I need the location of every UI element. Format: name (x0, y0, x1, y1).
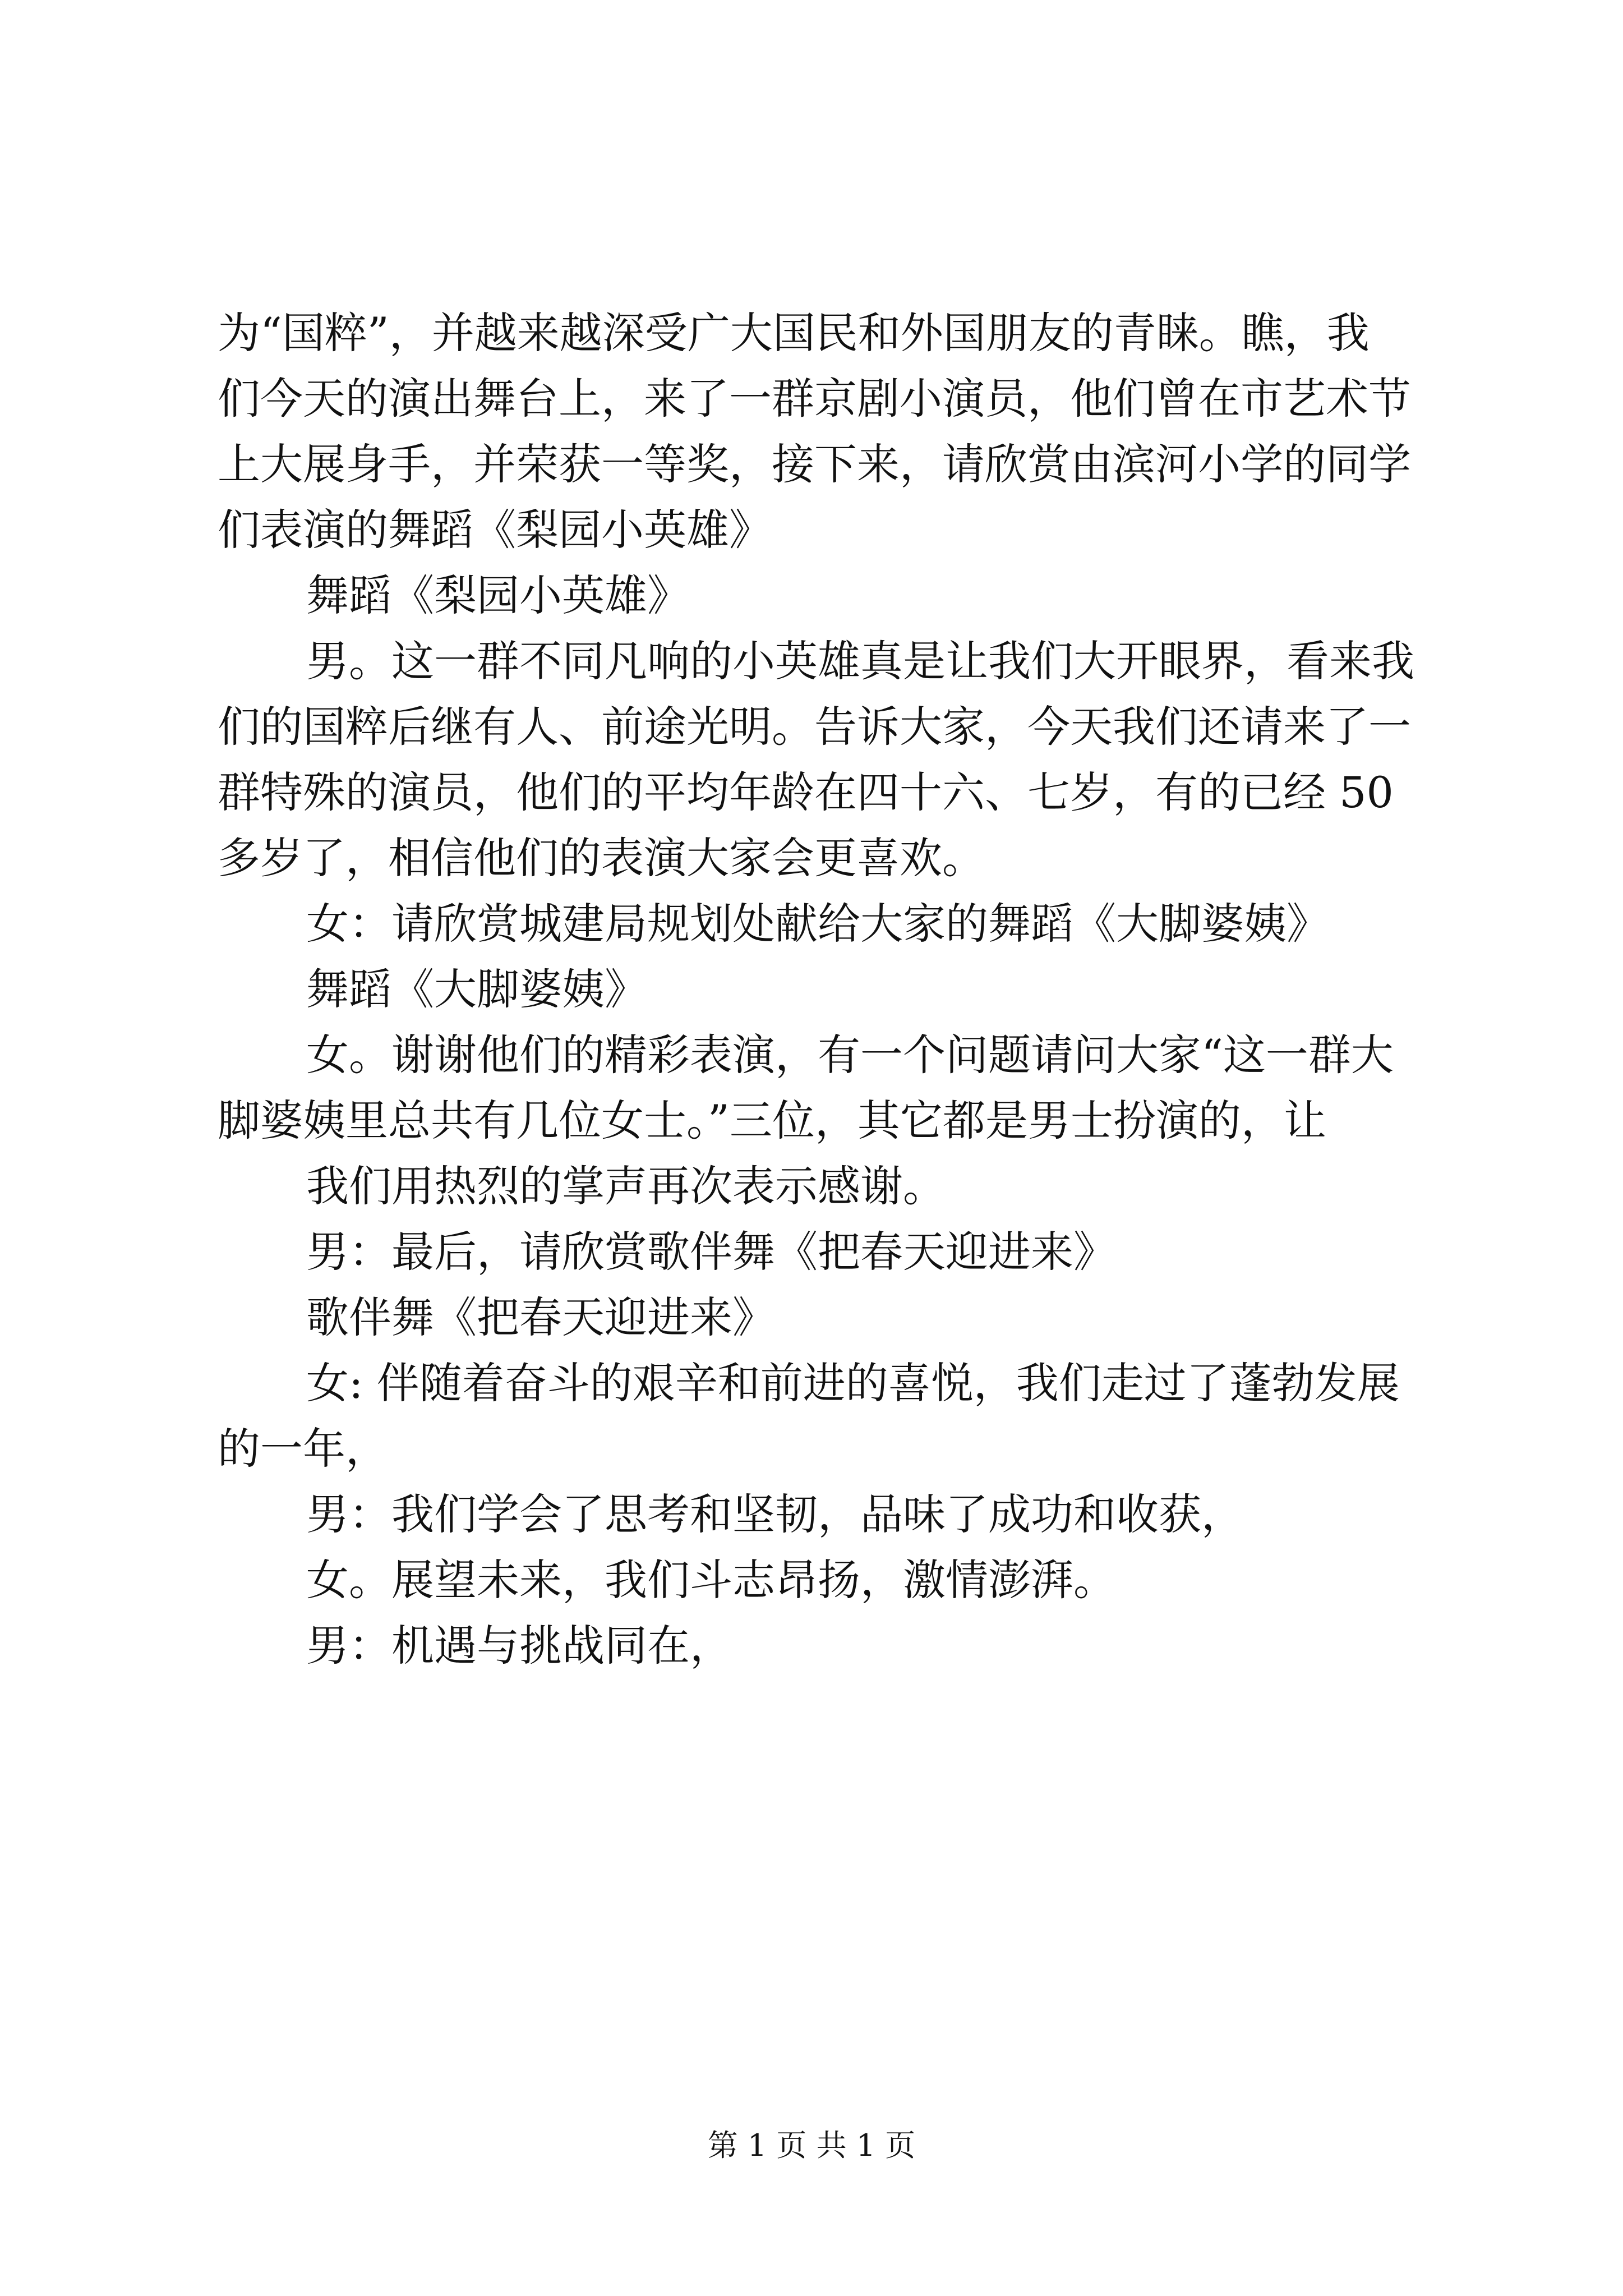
paragraph-line: 男。这一群不同凡响的小英雄真是让我们大开眼界，看来我 (306, 636, 1414, 686)
paragraph-line: 女。谢谢他们的精彩表演，有一个问题请问大家“这一群大 (306, 1030, 1394, 1080)
document-body (218, 300, 1414, 1678)
paragraph-line: 男：我们学会了思考和坚韧，品味了成功和收获， (306, 1489, 1244, 1539)
paragraph-line: 女：请欣赏城建局规划处献给大家的舞蹈《大脚婆姨》 (306, 899, 1329, 949)
paragraph-line: 们的国粹后继有人、前途光明。告诉大家，今天我们还请来了一 (218, 702, 1411, 752)
paragraph-line: 我们用热烈的掌声再次表示感谢。 (306, 1161, 946, 1211)
paragraph-line: 舞蹈《梨园小英雄》 (306, 570, 690, 620)
paragraph-line: 为“国粹”，并越来越深受广大国民和外国朋友的青睐。瞧，我 (218, 308, 1370, 358)
paragraph-line: 们表演的舞蹈《梨园小英雄》 (218, 505, 772, 555)
paragraph-line: 女: 伴随着奋斗的艰辛和前进的喜悦，我们走过了蓬勃发展 (306, 1358, 1400, 1408)
paragraph-line: 群特殊的演员，他们的平均年龄在四十六、七岁，有的已经 50 (218, 767, 1394, 817)
paragraph-line: 脚婆姨里总共有几位女士。”三位，其它都是男士扮演的，让 (218, 1096, 1326, 1145)
paragraph-line: 的一年， (218, 1424, 388, 1474)
paragraph-line: 们今天的演出舞台上，来了一群京剧小演员，他们曾在市艺术节 (218, 374, 1411, 424)
paragraph-line: 女。展望未来，我们斗志昂扬，激情澎湃。 (306, 1555, 1116, 1605)
paragraph-line: 男：最后，请欣赏歌伴舞《把春天迎进来》 (306, 1227, 1116, 1277)
paragraph-line: 歌伴舞《把春天迎进来》 (306, 1292, 775, 1342)
paragraph-line: 舞蹈《大脚婆姨》 (306, 964, 647, 1014)
paragraph-line: 多岁了，相信他们的表演大家会更喜欢。 (218, 833, 985, 883)
paragraph-line: 上大展身手，并荣获一等奖，接下来，请欣赏由滨河小学的同学 (218, 439, 1411, 489)
page-footer: 第 1 页 共 1 页 (707, 2128, 916, 2163)
paragraph-line: 男：机遇与挑战同在， (306, 1621, 732, 1671)
